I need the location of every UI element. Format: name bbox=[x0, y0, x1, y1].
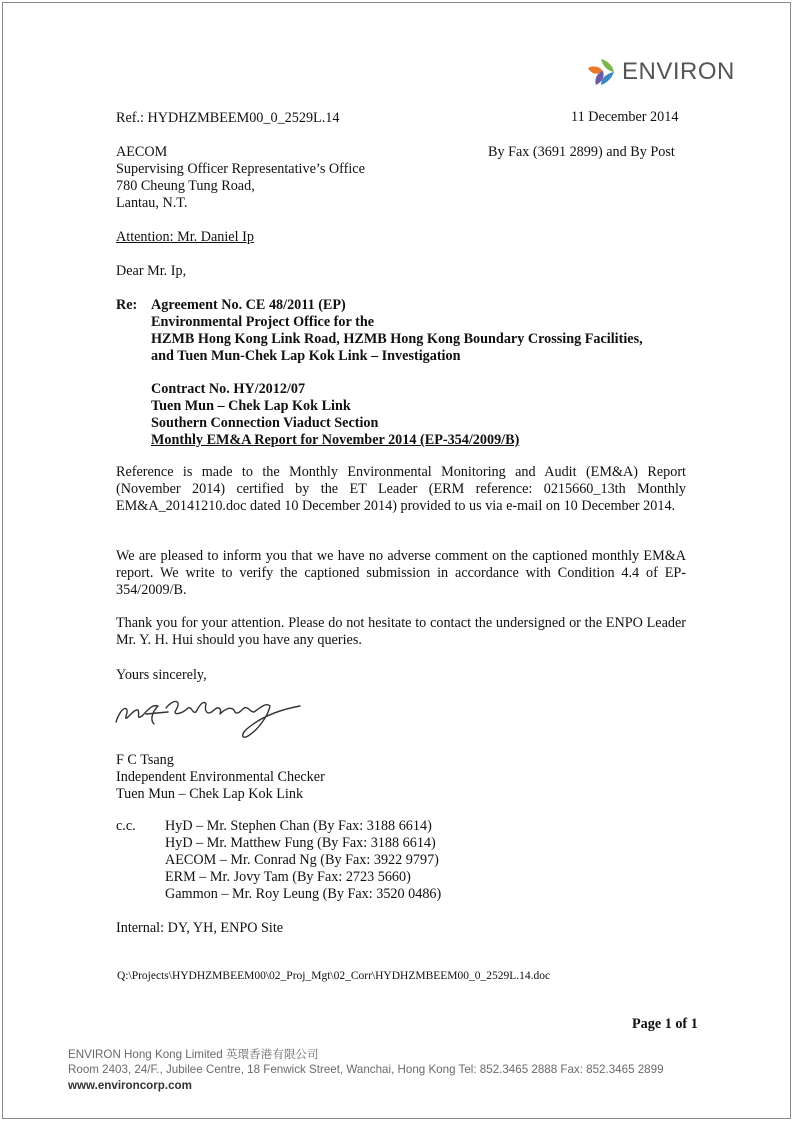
page-number: Page 1 of 1 bbox=[632, 1016, 698, 1032]
body-paragraph-1: Reference is made to the Monthly Environmental Monitoring and Audit (EM&A) Report (November 2014) certified by the ET Leader (ERM reference: 0215660_13th Monthly EM&A_20141210.doc dated 10 December 2014) provided to us via e-mail on 10 December 2014. bbox=[116, 464, 686, 514]
body-paragraph-3: Thank you for your attention. Please do not hesitate to contact the undersigned or the ENPO Leader Mr. Y. H. Hui should you have any queries. bbox=[116, 615, 686, 648]
re-contract-link: Tuen Mun – Chek Lap Kok Link bbox=[151, 398, 351, 414]
closing: Yours sincerely, bbox=[116, 667, 207, 683]
re-project-scope: HZMB Hong Kong Link Road, HZMB Hong Kong Boundary Crossing Facilities, bbox=[151, 331, 643, 347]
delivery-method: By Fax (3691 2899) and By Post bbox=[488, 144, 675, 160]
re-agreement: Agreement No. CE 48/2011 (EP) bbox=[151, 297, 346, 313]
cc-item: ERM – Mr. Jovy Tam (By Fax: 2723 5660) bbox=[165, 869, 411, 885]
re-contract-number: Contract No. HY/2012/07 bbox=[151, 381, 306, 397]
cc-item: HyD – Mr. Matthew Fung (By Fax: 3188 6614) bbox=[165, 835, 436, 851]
cc-list bbox=[165, 818, 441, 903]
signatory-project: Tuen Mun – Chek Lap Kok Link bbox=[116, 786, 304, 802]
recipient-office: Supervising Officer Representative’s Office bbox=[116, 161, 365, 177]
footer-address: Room 2403, 24/F., Jubilee Centre, 18 Fenwick Street, Wanchai, Hong Kong Tel: 852.3465 2888 Fax: 852.3465 2899 bbox=[68, 1063, 664, 1076]
logo-wordmark: ENVIRON bbox=[622, 58, 735, 85]
re-contract-section: Southern Connection Viaduct Section bbox=[151, 415, 379, 431]
salutation: Dear Mr. Ip, bbox=[116, 263, 187, 279]
re-project-investigation: and Tuen Mun-Chek Lap Kok Link – Investigation bbox=[151, 348, 461, 364]
re-project-office: Environmental Project Office for the bbox=[151, 314, 375, 330]
handwritten-signature bbox=[108, 694, 308, 744]
reference-number: Ref.: HYDHZMBEEM00_0_2529L.14 bbox=[116, 110, 340, 126]
footer-company: ENVIRON Hong Kong Limited 英環香港有限公司 bbox=[68, 1048, 319, 1061]
re-label: Re: bbox=[116, 297, 138, 313]
environ-leaf-logo-icon bbox=[586, 57, 616, 87]
signatory-name: F C Tsang bbox=[116, 752, 174, 768]
signatory-title: Independent Environmental Checker bbox=[116, 769, 325, 785]
re-report-title: Monthly EM&A Report for November 2014 (EP-354/2009/B) bbox=[151, 432, 520, 448]
letter-date: 11 December 2014 bbox=[571, 109, 679, 125]
file-path: Q:\Projects\HYDHZMBEEM00\02_Proj_Mgt\02_Corr\HYDHZMBEEM00_0_2529L.14.doc bbox=[117, 970, 551, 982]
cc-item: Gammon – Mr. Roy Leung (By Fax: 3520 0486) bbox=[165, 886, 442, 902]
footer-website: www.environcorp.com bbox=[68, 1079, 192, 1092]
cc-item: AECOM – Mr. Conrad Ng (By Fax: 3922 9797) bbox=[165, 852, 439, 868]
recipient-name: AECOM bbox=[116, 144, 168, 160]
company-logo bbox=[586, 56, 735, 88]
cc-item: HyD – Mr. Stephen Chan (By Fax: 3188 6614) bbox=[165, 818, 432, 834]
internal-distribution: Internal: DY, YH, ENPO Site bbox=[116, 920, 284, 936]
body-paragraph-2: We are pleased to inform you that we have no adverse comment on the captioned monthly EM&A report. We write to verify the captioned submission in accordance with Condition 4.4 of EP-354/2009/B. bbox=[116, 548, 686, 598]
attention-line: Attention: Mr. Daniel Ip bbox=[116, 229, 254, 245]
recipient-district: Lantau, N.T. bbox=[116, 195, 188, 211]
recipient-street: 780 Cheung Tung Road, bbox=[116, 178, 255, 194]
cc-label: c.c. bbox=[116, 818, 136, 834]
